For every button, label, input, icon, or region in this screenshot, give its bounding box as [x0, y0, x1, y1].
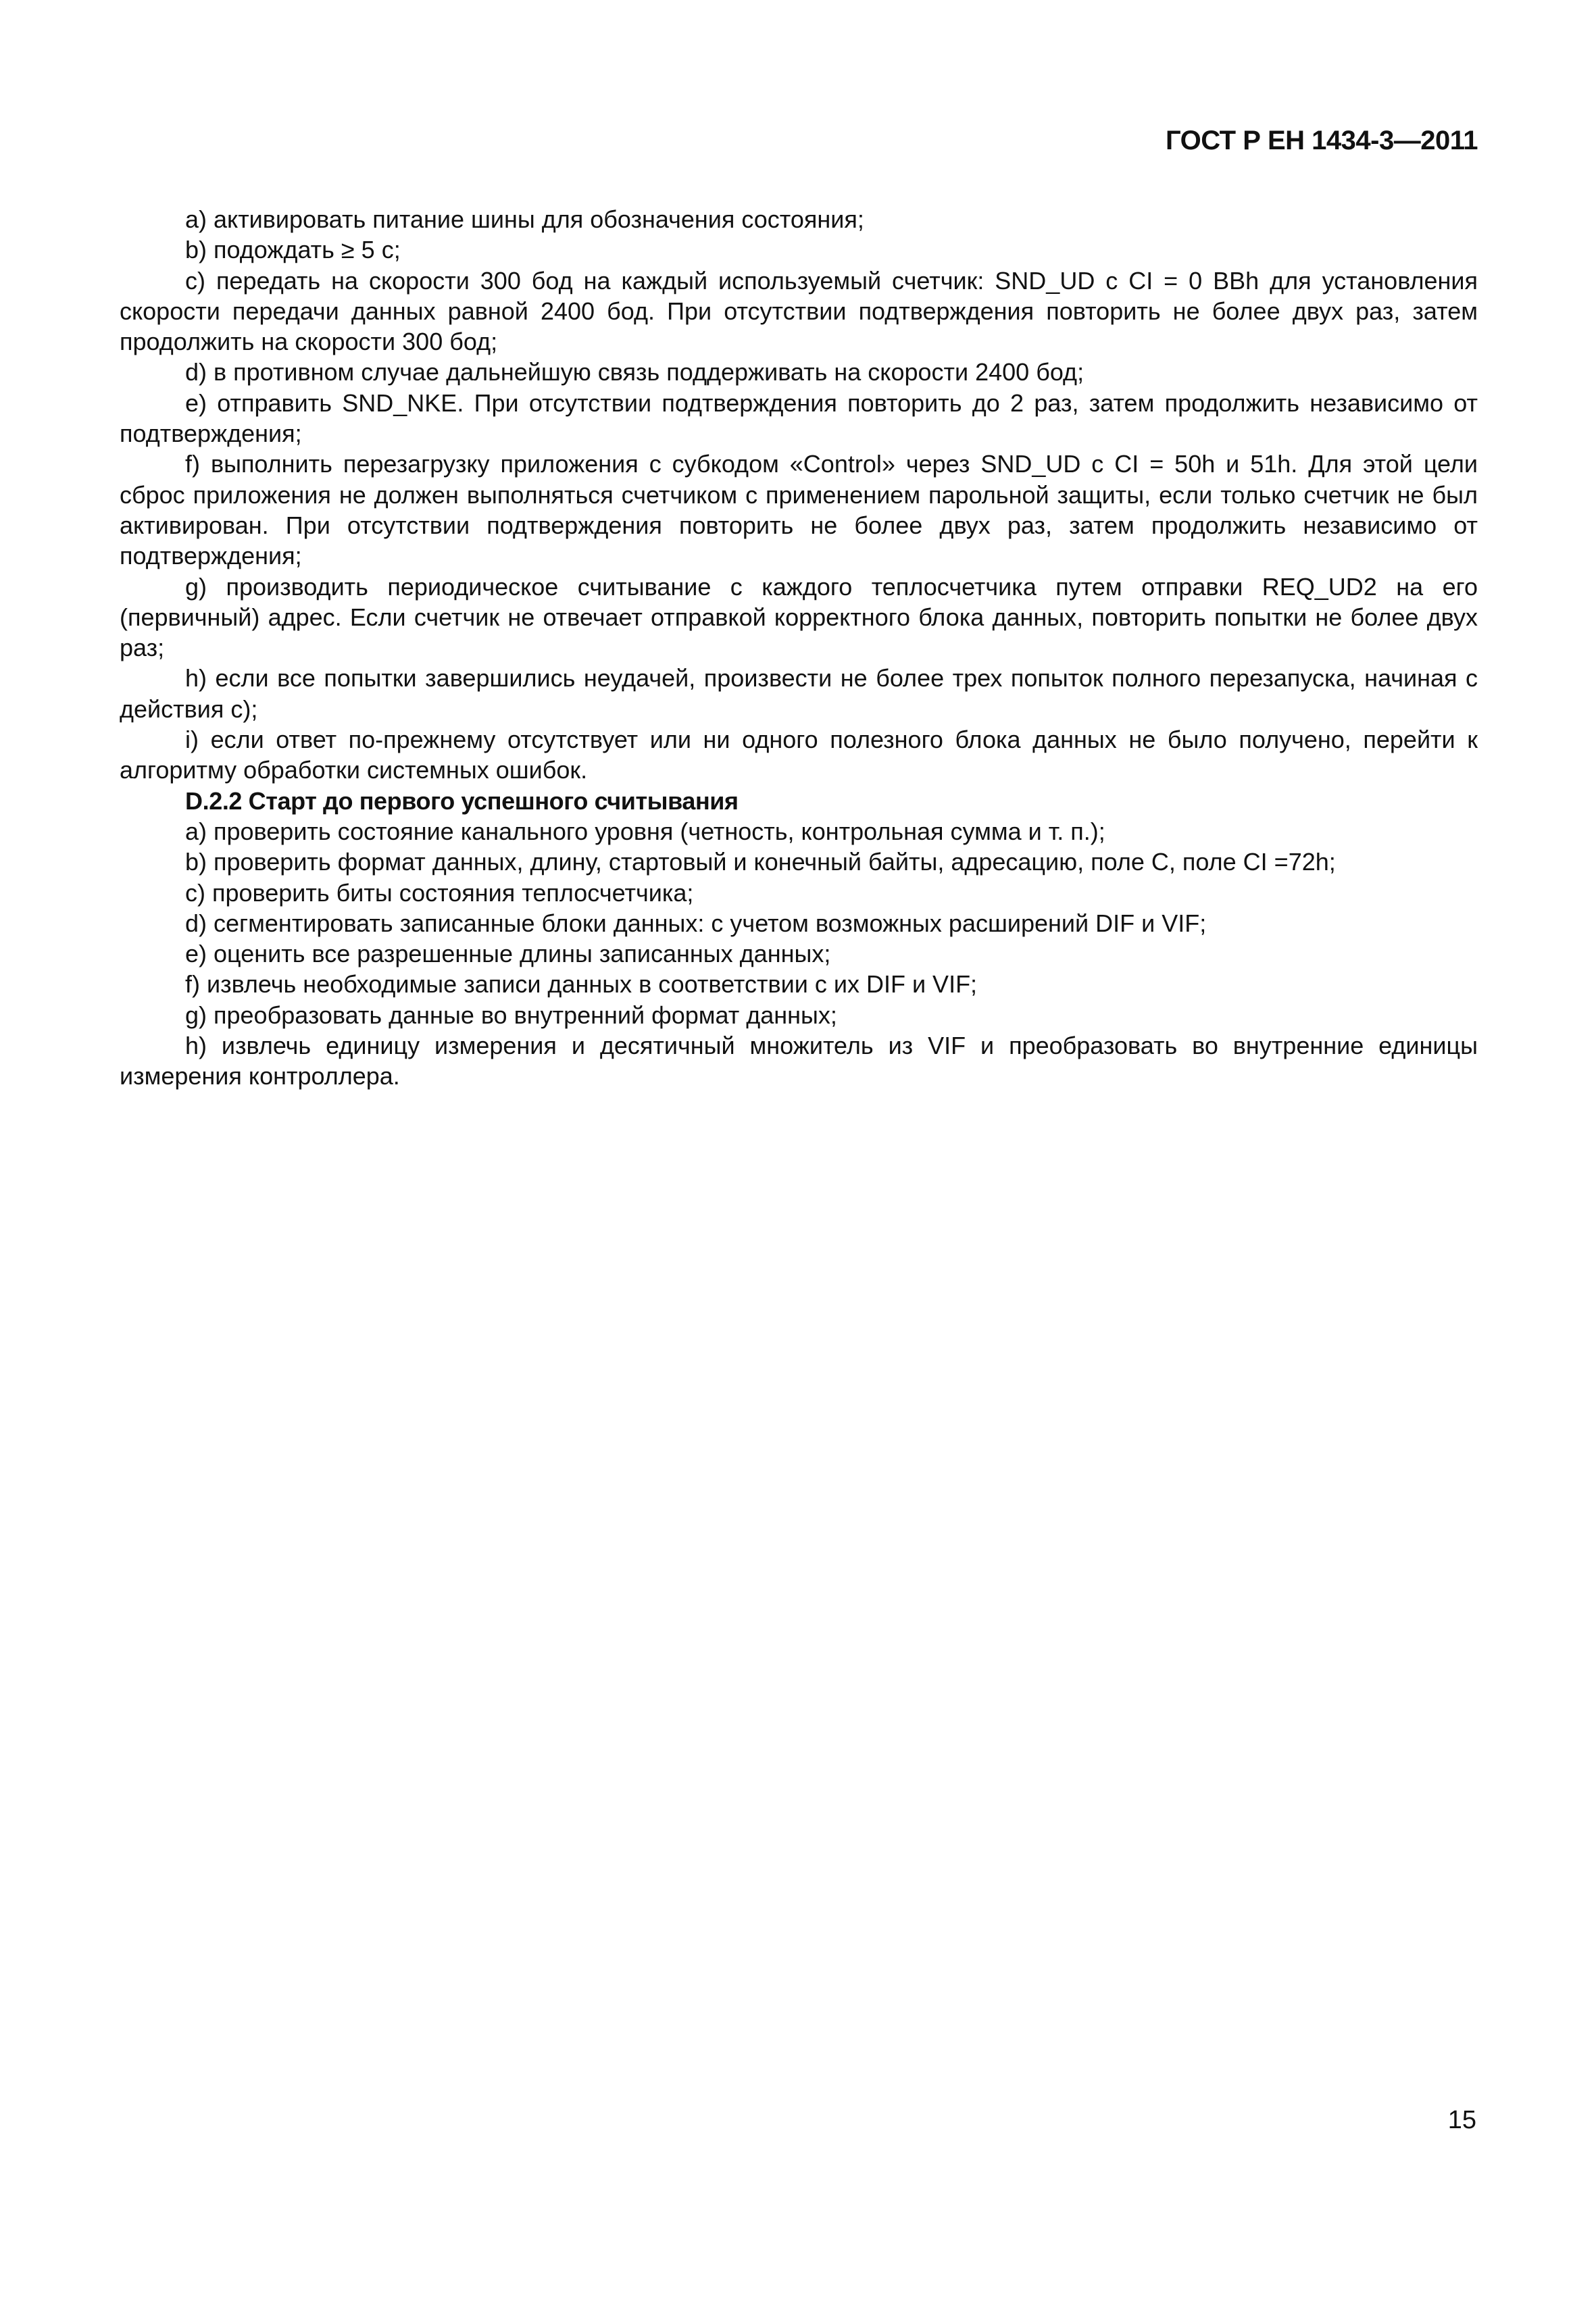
list-item-a: a) активировать питание шины для обозначения состояния; — [185, 205, 864, 233]
section-heading: D.2.2 Старт до первого успешного считывания — [185, 786, 739, 815]
list-item-b: b) подождать ≥ 5 с; — [185, 236, 401, 264]
list-item-f: f) извлечь необходимые записи данных в соответствии с их DIF и VIF; — [185, 970, 978, 999]
list-item-c: c) передать на скорости 300 бод на каждый используемый счетчик: SND_UD с CI = 0 BBh для установления скорости передачи данных равной 2400 бод. При отсутствии подтверждения повторить не более двух раз, затем продолжить на скорости 300 бод; — [120, 266, 1478, 356]
list-item-a: a) проверить состояние канального уровня (четность, контрольная сумма и т. п.); — [185, 817, 1105, 845]
list-item-e: e) оценить все разрешенные длины записанных данных; — [185, 940, 831, 968]
list-item-e: e) отправить SND_NKE. При отсутствии подтверждения повторить до 2 раз, затем продолжить независимо от подтверждения; — [120, 388, 1478, 448]
list-item-d: d) сегментировать записанные блоки данных: с учетом возможных расширений DIF и VIF; — [185, 909, 1207, 937]
list-item-f: f) выполнить перезагрузку приложения с субкодом «Control» через SND_UD с CI = 50h и 51h. Для этой цели сброс приложения не должен выполняться счетчиком с применением парольной защиты, если только счетчик не был активирован. При отсутствии подтверждения повторить не более двух раз, затем продолжить независимо от подтверждения; — [120, 450, 1478, 570]
document-body — [120, 204, 1478, 1092]
list-item-g: g) преобразовать данные во внутренний формат данных; — [185, 1001, 837, 1029]
list-item-g: g) производить периодическое считывание с каждого теплосчетчика путем отправки REQ_UD2 на его (первичный) адрес. Если счетчик не отвечает отправкой корректного блока данных, повторить попытки не более двух раз; — [120, 572, 1478, 662]
list-item-h: h) если все попытки завершились неудачей, произвести не более трех попыток полного перезапуска, начиная с действия c); — [120, 664, 1478, 723]
list-item-d: d) в противном случае дальнейшую связь поддерживать на скорости 2400 бод; — [185, 358, 1084, 386]
list-item-c: c) проверить биты состояния теплосчетчика; — [185, 878, 694, 907]
page-number: 15 — [1447, 2106, 1476, 2134]
list-item-b: b) проверить формат данных, длину, стартовый и конечный байты, адресацию, поле C, поле CI =72h; — [185, 848, 1336, 876]
standard-id-header: ГОСТ Р ЕН 1434-3—2011 — [1166, 126, 1478, 155]
list-item-i: i) если ответ по-прежнему отсутствует или ни одного полезного блока данных не было получено, перейти к алгоритму обработки системных ошибок. — [120, 726, 1478, 784]
list-item-h: h) извлечь единицу измерения и десятичный множитель из VIF и преобразовать во внутренние единицы измерения контроллера. — [120, 1032, 1478, 1090]
